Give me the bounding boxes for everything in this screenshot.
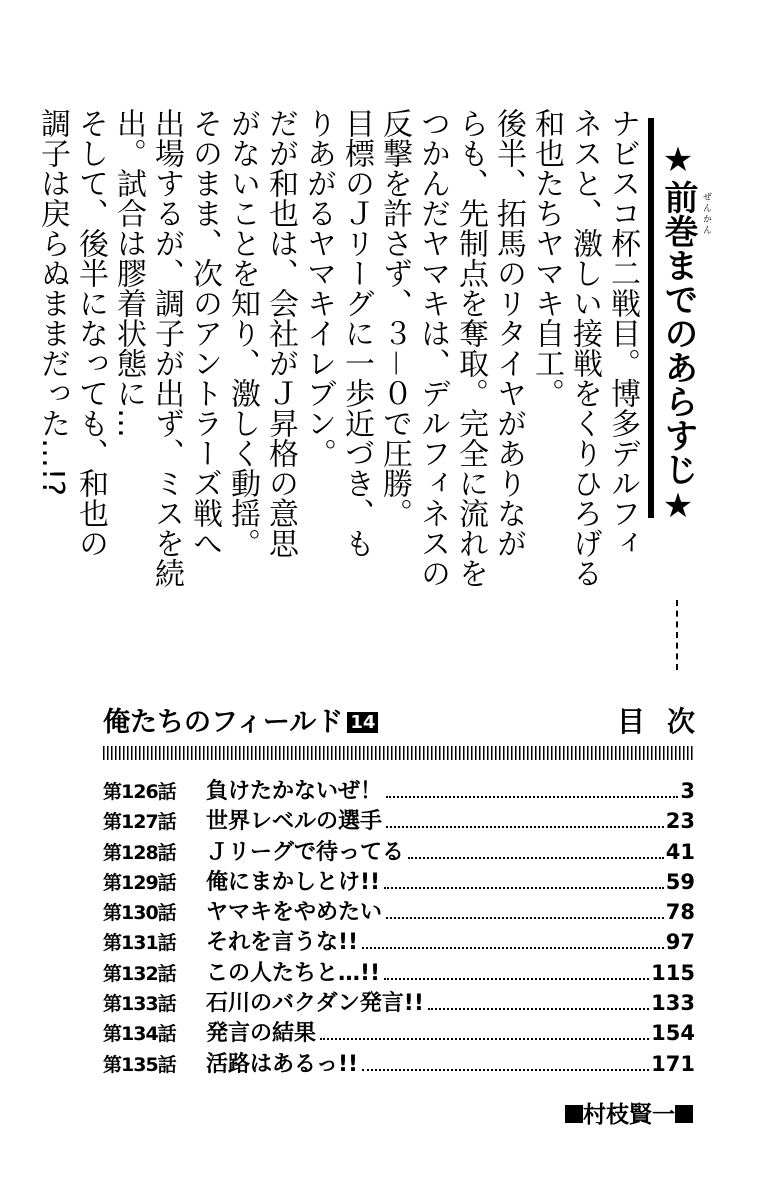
book-title (103, 700, 378, 739)
chapter-page: 171 (651, 1051, 695, 1076)
chapter-number: 第128話 (103, 841, 176, 864)
toc-entry (103, 1047, 695, 1077)
synopsis-heading: ★前巻までのあらすじ★ (658, 140, 698, 526)
chapter-page: 97 (665, 930, 695, 955)
synopsis-line: そのまま、次のアントラーズ戦へ (187, 108, 222, 558)
author-name: 村枝賢一 (583, 1102, 675, 1128)
synopsis-line: 後半、拓馬のリタイヤがありなが (491, 108, 526, 558)
dot-leader (362, 1069, 649, 1071)
toc-entry (103, 925, 695, 955)
chapter-title: 発言の結果 (206, 1021, 317, 1047)
chapter-page: 154 (651, 1021, 695, 1046)
synopsis-line: ネスと、激しい接戦をくりひろげる (567, 108, 602, 588)
dot-leader (386, 917, 664, 919)
chapter-number: 第134話 (103, 1023, 176, 1046)
chapter-title: ヤマキをやめたい (206, 900, 383, 926)
synopsis-line: つかんだヤマキは、デルフィネスの (415, 108, 450, 588)
toc-entry (103, 835, 695, 865)
toc-entry (103, 956, 695, 986)
synopsis-line: 出。試合は膠着状態に… (111, 108, 146, 438)
synopsis-line: 出場するが、調子が出ず、ミスを続 (149, 108, 184, 588)
chapter-number: 第127話 (103, 811, 176, 834)
dashed-rule (676, 600, 678, 670)
synopsis-line: ナビスコ杯二戦目。博多デルフィ (605, 108, 640, 558)
synopsis-text (35, 108, 640, 588)
chapter-number: 第131話 (103, 932, 176, 955)
toc-list (103, 774, 695, 1077)
synopsis-line: がないことを知り、激しく動揺。 (225, 108, 260, 558)
chapter-title: 世界レベルの選手 (206, 809, 383, 835)
chapter-number: 第129話 (103, 871, 176, 894)
chapter-page: 133 (651, 991, 695, 1016)
header-rule (103, 746, 695, 760)
dot-leader (384, 887, 664, 889)
chapter-number: 第126話 (103, 781, 176, 803)
chapter-page: 23 (665, 809, 695, 834)
synopsis-line: だが和也は、会社がＪ昇格の意思 (263, 108, 298, 558)
toc-header (103, 700, 717, 740)
synopsis-line: 目標のＪリーグに一歩近づき、も (339, 108, 374, 558)
synopsis-line: らも、先制点を奪取。完全に流れを (453, 108, 488, 588)
square-bullet-icon (675, 1105, 693, 1123)
volume-badge: 14 (347, 712, 378, 733)
toc-entry (103, 804, 695, 834)
contents-label: 目次 (616, 705, 717, 738)
toc-entry (103, 865, 695, 895)
chapter-page: 41 (665, 839, 695, 864)
toc-entry (103, 774, 695, 804)
dot-leader (408, 857, 664, 859)
dot-leader (386, 826, 664, 828)
dot-leader (428, 1008, 649, 1010)
chapter-page: 3 (680, 779, 695, 803)
toc-entry (103, 1016, 695, 1046)
square-bullet-icon (565, 1105, 583, 1123)
chapter-number: 第130話 (103, 902, 176, 925)
chapter-page: 59 (665, 869, 695, 894)
synopsis-line: 反撃を許さず、３－０で圧勝。 (377, 108, 412, 528)
synopsis-line: りあがるヤマキイレブン。 (301, 108, 336, 468)
dot-leader (386, 796, 678, 798)
chapter-title: 石川のバクダン発言!! (206, 991, 424, 1017)
chapter-number: 第132話 (103, 962, 176, 985)
chapter-page: 115 (651, 960, 695, 985)
chapter-title: Ｊリーグで待ってる (206, 839, 405, 865)
chapter-title: この人たちと…!! (206, 960, 381, 986)
toc-entry (103, 895, 695, 925)
chapter-number: 第133話 (103, 993, 176, 1016)
synopsis-heading-ruby: ぜんかん (701, 192, 711, 236)
chapter-title: それを言うな!! (206, 930, 359, 956)
dot-leader (384, 978, 649, 980)
toc-entry (103, 986, 695, 1016)
synopsis-line: そして、後半になっても、和也の (73, 108, 108, 558)
synopsis-line: 和也たちヤマキ自工。 (529, 108, 564, 408)
chapter-title: 活路はあるっ!! (206, 1051, 359, 1077)
synopsis-divider (648, 118, 654, 518)
dot-leader (362, 947, 664, 949)
chapter-page: 78 (665, 900, 695, 925)
book-title-text: 俺たちのフィールド (103, 707, 344, 738)
chapter-title: 負けたかないぜ！ (206, 779, 383, 804)
chapter-title: 俺にまかしとけ!! (206, 869, 381, 895)
chapter-number: 第135話 (103, 1053, 176, 1076)
synopsis-line: 調子は戻らぬままだった…!? (35, 108, 70, 496)
dot-leader (320, 1038, 649, 1040)
author-credit (565, 1096, 693, 1129)
